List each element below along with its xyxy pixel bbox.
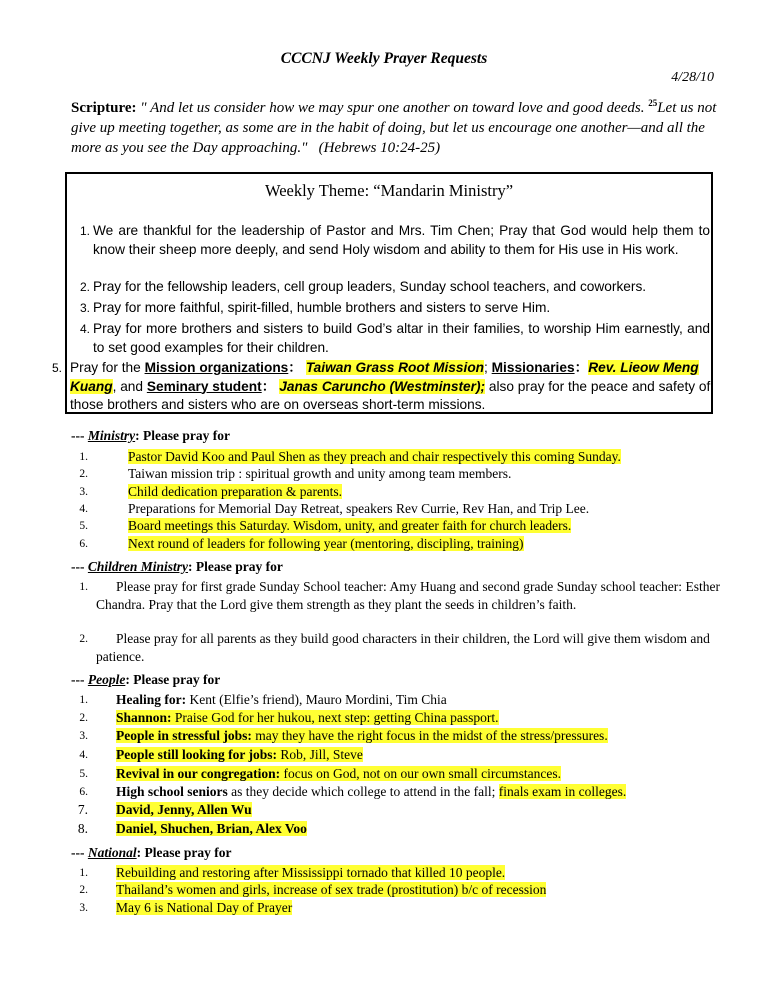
date: 4/28/10 xyxy=(671,70,714,85)
rev-name: Rev. Lieow Meng Kuang xyxy=(70,360,699,394)
scripture-part1: " And let us consider how we may spur one another on toward love and good deeds. xyxy=(140,100,645,116)
scripture-ref: (Hebrews 10:24-25) xyxy=(318,140,441,156)
missionaries-label: Missionaries xyxy=(491,360,575,375)
seminary-student-name: Janas Caruncho (Westminster); xyxy=(279,378,486,394)
section-people-heading: --- People: Please pray for xyxy=(71,672,221,687)
mission-orgs-label: Mission organizations xyxy=(144,360,289,375)
scripture-label: Scripture: xyxy=(71,100,137,116)
scripture-part2: Let us not give up meeting together, as some are in the habit of doing, but let us encourage one another—and all the more as you see the Day approaching." xyxy=(71,100,717,156)
seminary-label: Seminary student xyxy=(146,378,262,394)
section-national-heading: --- National: Please pray for xyxy=(71,845,232,860)
taiwan-mission: Taiwan Grass Root Mission xyxy=(305,360,485,375)
scripture-block xyxy=(71,93,731,158)
section-children-heading: --- Children Ministry: Please pray for xyxy=(71,559,283,574)
verse-number: 25 xyxy=(648,98,658,108)
page-title: CCCNJ Weekly Prayer Requests xyxy=(280,50,488,67)
theme-title: Weekly Theme: “Mandarin Ministry” xyxy=(264,181,514,200)
section-ministry-heading: --- Ministry: Please pray for xyxy=(71,428,230,443)
